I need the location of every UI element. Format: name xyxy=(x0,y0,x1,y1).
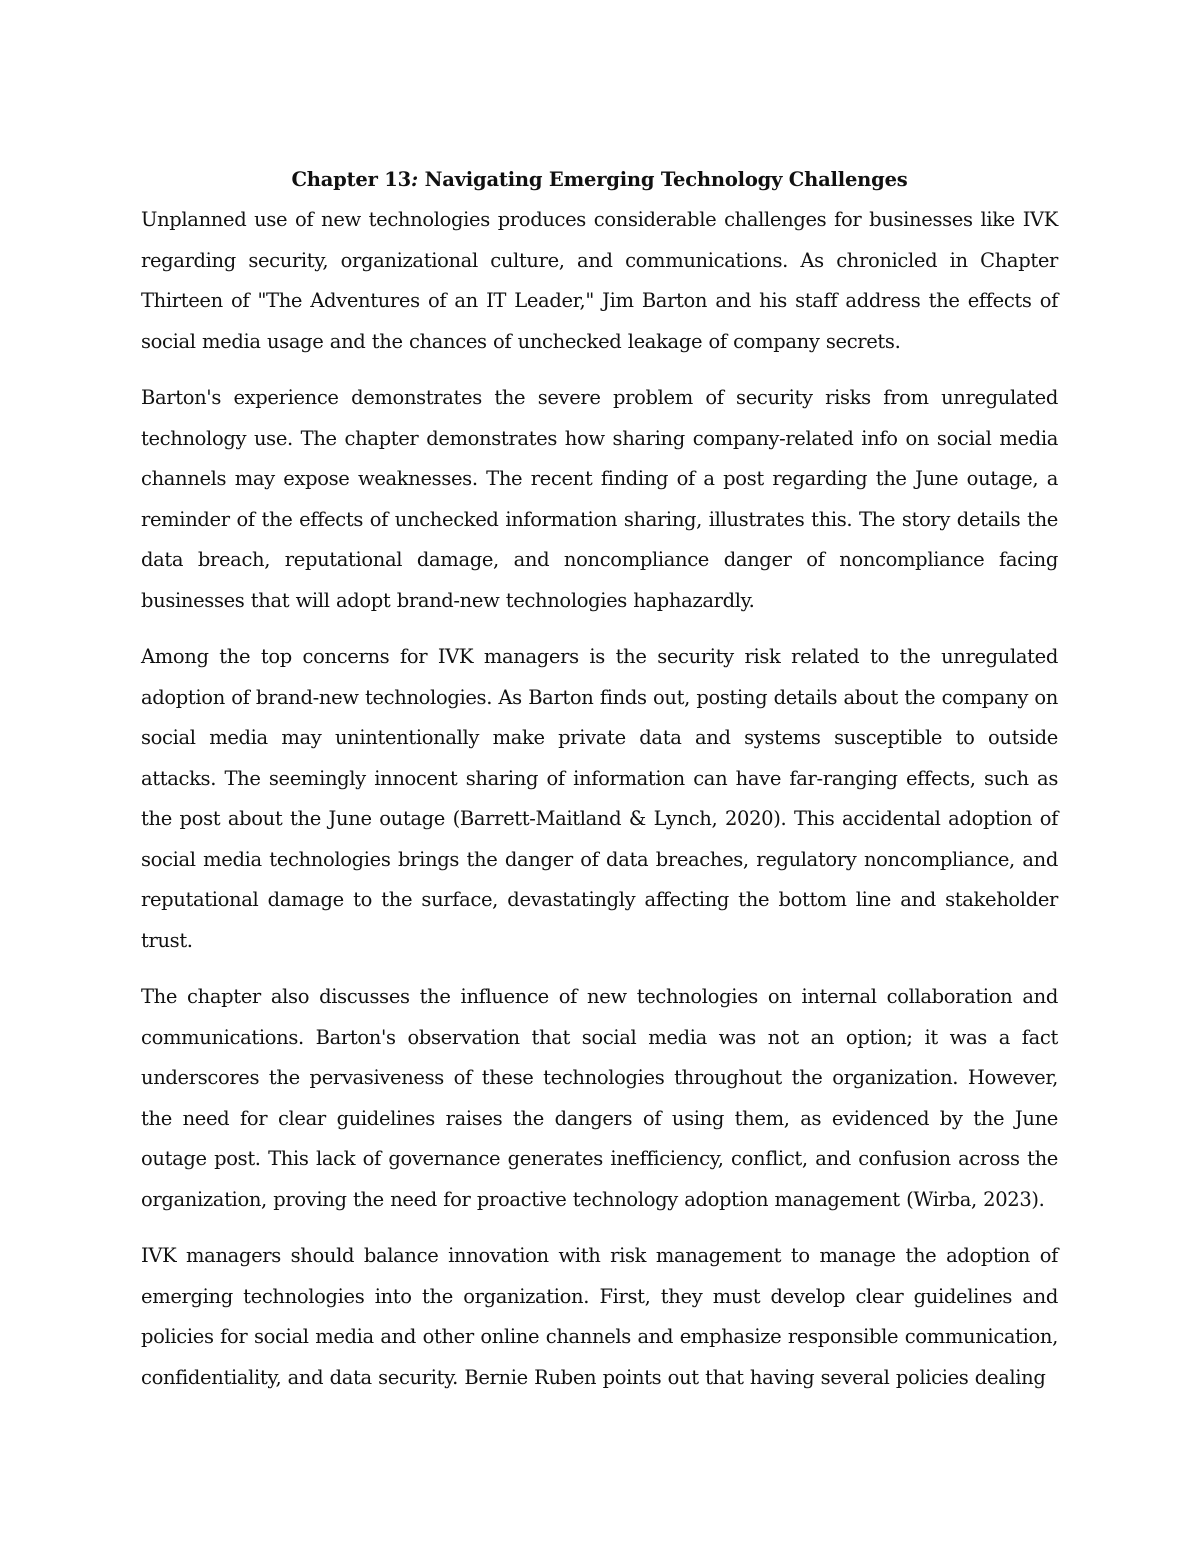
chapter-title-text: Navigating Emerging Technology Challenges xyxy=(418,168,908,191)
chapter-title-number: Chapter 13 xyxy=(291,168,412,191)
paragraph-manager-concerns: Among the top concerns for IVK managers is the security risk related to the unregulated adoption of brand-new technologies. As Barton finds out, posting details about the company on social media may unintentionally make private data and systems susceptible to outside attacks. The seemingly innocent sharing of information can have far-ranging effects, such as the post about the June outage (Barrett-Maitland & Lynch, 2020). This accidental adoption of social media technologies brings the danger of data breaches, regulatory noncompliance, and reputational damage to the surface, devastatingly affecting the bottom line and stakeholder trust. xyxy=(141,645,1058,952)
paragraph-collaboration: The chapter also discusses the influence of new technologies on internal collaboration and communications. Barton's observation that social media was not an option; it was a fact underscores the pervasiveness of these technologies throughout the organization. However, the need for clear guidelines raises the dangers of using them, as evidenced by the June outage post. This lack of governance generates inefficiency, conflict, and confusion across the organization, proving the need for proactive technology adoption management (Wirba, 2023). xyxy=(141,985,1058,1211)
paragraph-recommendations: IVK managers should balance innovation with risk management to manage the adoption of emerging technologies into the organization. First, they must develop clear guidelines and policies for social media and other online channels and emphasize responsible communication, confidentiality, and data security. Bernie Ruben points out that having several policies dealing xyxy=(141,1244,1058,1389)
paragraph-intro: Unplanned use of new technologies produces considerable challenges for businesses like IVK regarding security, organizational culture, and communications. As chronicled in Chapter Thirteen of "The Adventures of an IT Leader," Jim Barton and his staff address the effects of social media usage and the chances of unchecked leakage of company secrets. xyxy=(141,208,1058,353)
chapter-title xyxy=(141,162,1058,198)
chapter-title-colon: : xyxy=(411,168,419,191)
paragraph-security-risks: Barton's experience demonstrates the severe problem of security risks from unregulated technology use. The chapter demonstrates how sharing company-related info on social media channels may expose weaknesses. The recent finding of a post regarding the June outage, a reminder of the effects of unchecked information sharing, illustrates this. The story details the data breach, reputational damage, and noncompliance danger of noncompliance facing businesses that will adopt brand-new technologies haphazardly. xyxy=(141,386,1058,612)
document-body xyxy=(141,162,1058,1414)
